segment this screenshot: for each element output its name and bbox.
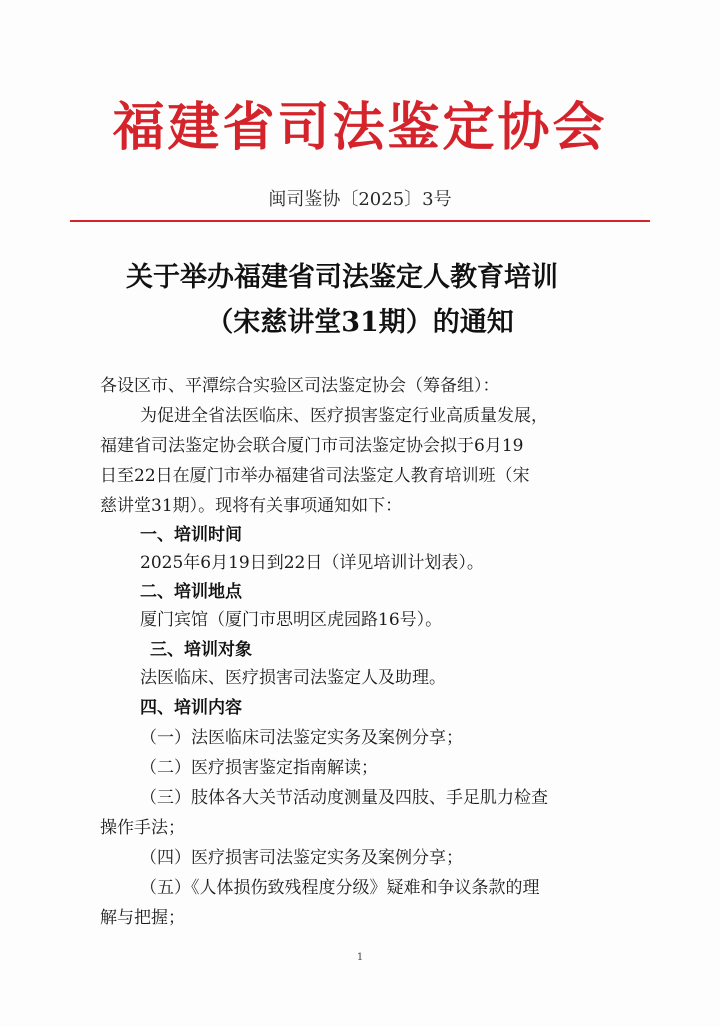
addressee: 各设区市、平潭综合实验区司法鉴定协会（筹备组）： bbox=[100, 376, 500, 396]
content-item-continued: 操作手法； bbox=[100, 818, 185, 838]
page-number: 1 bbox=[356, 952, 364, 963]
section-heading-location: 二、培训地点 bbox=[140, 582, 242, 602]
document-title-line-2: （宋慈讲堂31期）的通知 bbox=[206, 307, 514, 338]
section-content-location: 厦门宾馆（厦门市思明区虎园路16号）。 bbox=[140, 610, 443, 630]
content-item: （五）《人体损伤致残程度分级》疑难和争议条款的理 bbox=[140, 878, 540, 898]
section-heading-time: 一、培训时间 bbox=[140, 525, 242, 545]
content-item: （二）医疗损害鉴定指南解读； bbox=[140, 758, 378, 778]
section-content-audience: 法医临床、医疗损害司法鉴定人及助理。 bbox=[140, 668, 446, 688]
intro-paragraph-line: 为促进全省法医临床、医疗损害鉴定行业高质量发展， bbox=[140, 406, 548, 426]
document-title-line-1: 关于举办福建省司法鉴定人教育培训 bbox=[126, 262, 558, 293]
section-content-time: 2025年6月19日到22日（详见培训计划表）。 bbox=[140, 553, 484, 573]
document-number: 闽司鉴协〔2025〕3号 bbox=[268, 189, 452, 210]
intro-paragraph-line: 福建省司法鉴定协会联合厦门市司法鉴定协会拟于6月19 bbox=[100, 436, 524, 456]
intro-paragraph-line: 日至22日在厦门市举办福建省司法鉴定人教育培训班（宋 bbox=[100, 466, 530, 486]
content-item: （四）医疗损害司法鉴定实务及案例分享； bbox=[140, 848, 463, 868]
content-item: （三）肢体各大关节活动度测量及四肢、手足肌力检查 bbox=[140, 788, 548, 808]
section-heading-audience: 三、培训对象 bbox=[150, 640, 252, 660]
organization-letterhead: 福建省司法鉴定协会 bbox=[112, 98, 608, 158]
intro-paragraph-line: 慈讲堂31期）。现将有关事项通知如下： bbox=[100, 496, 403, 516]
content-item: （一）法医临床司法鉴定实务及案例分享； bbox=[140, 728, 463, 748]
red-divider-line bbox=[70, 220, 650, 222]
content-item-continued: 解与把握； bbox=[100, 908, 185, 928]
section-heading-content: 四、培训内容 bbox=[140, 698, 242, 718]
